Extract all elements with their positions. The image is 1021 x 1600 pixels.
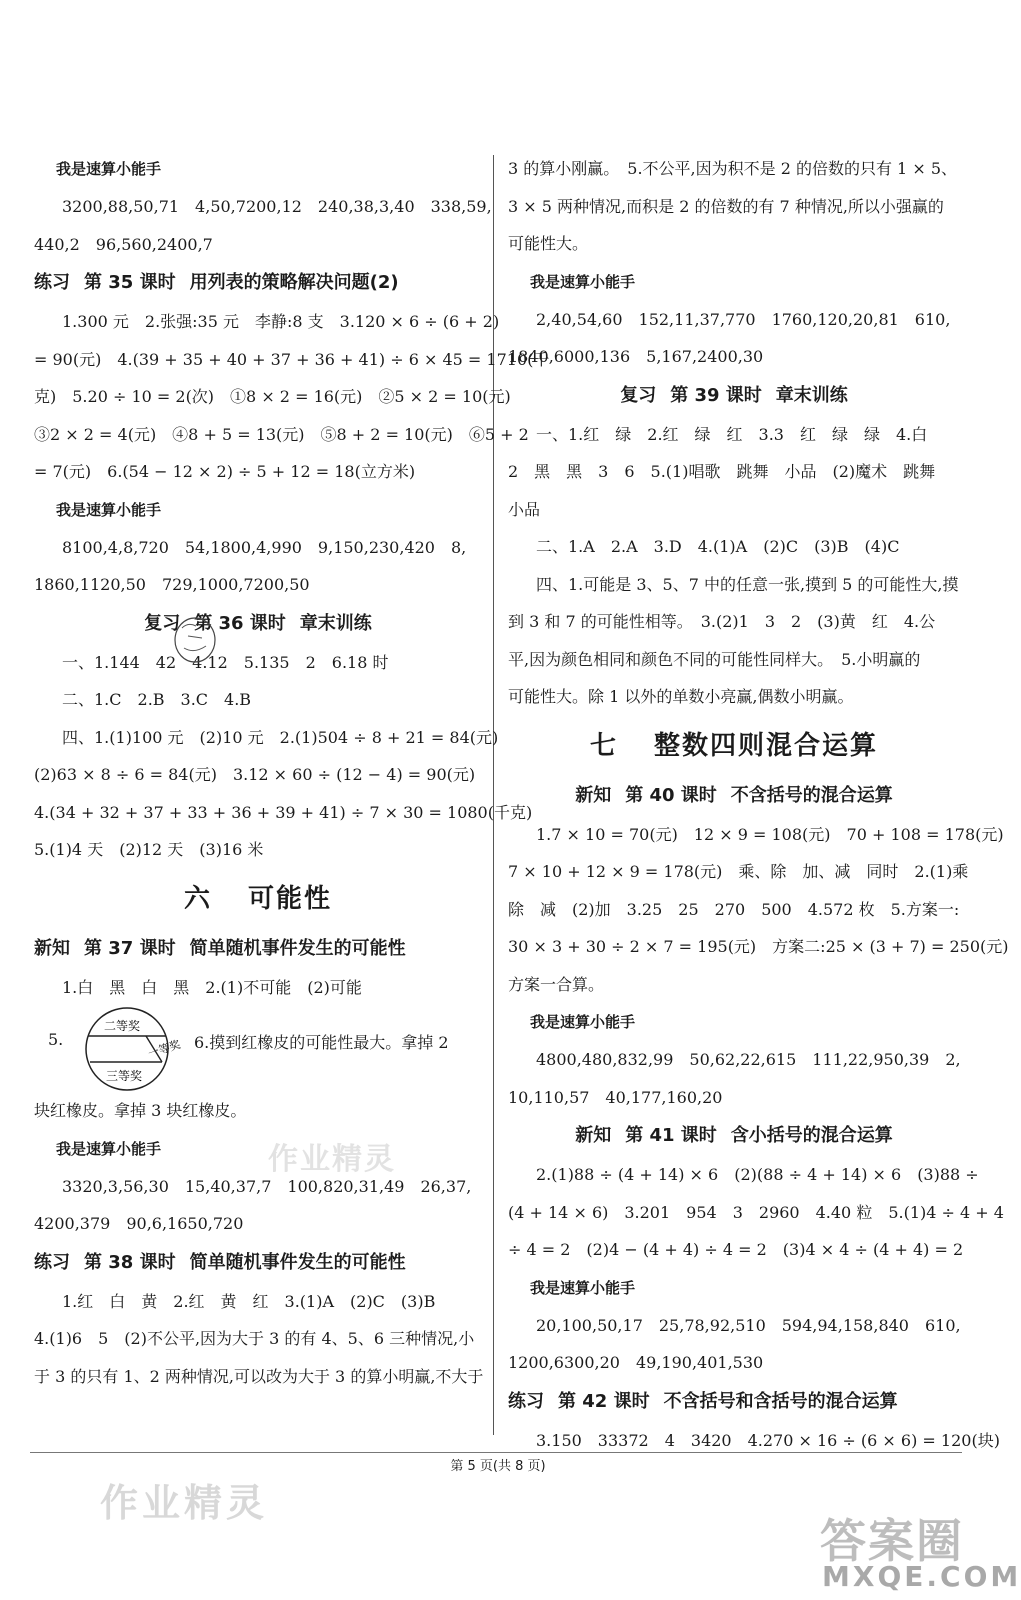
lesson-title: 章末训练 bbox=[775, 384, 848, 406]
text-line: 20,100,50,17 25,78,92,510 594,94,158,840 610, bbox=[536, 1315, 961, 1335]
text-line: 平,因为颜色相同和颜色不同的可能性同样大。 5.小明赢的 bbox=[508, 649, 921, 669]
speed-calc-heading: 我是速算小能手 bbox=[530, 1013, 636, 1031]
lesson-tag: 练习 bbox=[34, 1251, 70, 1273]
stamp-scribble bbox=[182, 624, 206, 650]
lesson-tag: 新知 bbox=[34, 937, 70, 959]
text-line: 3 × 5 两种情况,而积是 2 的倍数的有 7 种情况,所以小强赢的 bbox=[508, 196, 944, 216]
watermark-site: MXQE.COM bbox=[822, 1560, 1021, 1593]
text-line: 2,40,54,60 152,11,37,770 1760,120,20,81 610, bbox=[536, 309, 951, 329]
text-line: 5.(1)4 天 (2)12 天 (3)16 米 bbox=[34, 840, 264, 859]
lesson-number: 第 37 课时 bbox=[84, 937, 176, 959]
text-line: ÷ 4 = 2 (2)4 − (4 + 4) ÷ 4 = 2 (3)4 × 4 ÷ (4 + 4) = 2 bbox=[508, 1240, 964, 1259]
stamp-outline bbox=[175, 618, 215, 662]
lesson-number: 第 42 课时 bbox=[558, 1390, 650, 1412]
text-line: 3.150 33372 4 3420 4.270 × 16 ÷ (6 × 6) = 120(块) bbox=[536, 1430, 1000, 1450]
speed-calc-heading: 我是速算小能手 bbox=[56, 1139, 162, 1158]
wheel-label-second: 二等奖 bbox=[104, 1019, 141, 1033]
page-number: 第 5 页(共 8 页) bbox=[450, 1459, 546, 1474]
text-line: 小品 bbox=[508, 499, 541, 519]
lesson-title: 简单随机事件发生的可能性 bbox=[189, 937, 406, 959]
lesson-heading-37 bbox=[34, 929, 482, 969]
text-line: 7 × 10 + 12 × 9 = 178(元) 乘、除 加、减 同时 2.(1)乘 bbox=[508, 862, 969, 881]
text-line: 于 3 的只有 1、2 两种情况,可以改为大于 3 的算小明赢,不大于 bbox=[34, 1366, 484, 1386]
section-title-6 bbox=[34, 869, 482, 929]
text-line: 一、1.144 42 4.12 5.135 2 6.18 时 bbox=[62, 652, 389, 672]
text-line: 10,110,57 40,177,160,20 bbox=[508, 1087, 723, 1107]
text-line: 二、1.C 2.B 3.C 4.B bbox=[62, 690, 252, 709]
watermark-logo-faint: 作业精灵 bbox=[268, 1142, 396, 1177]
lesson-title: 简单随机事件发生的可能性 bbox=[189, 1251, 406, 1273]
wheel-label-third: 三等奖 bbox=[106, 1069, 143, 1083]
lesson-tag: 复习 bbox=[620, 384, 657, 406]
text-line: 1.7 × 10 = 70(元) 12 × 9 = 108(元) 70 + 108 = 178(元) bbox=[536, 824, 1004, 844]
text-line: 可能性大。除 1 以外的单数小亮赢,偶数小明赢。 bbox=[508, 687, 854, 706]
text-line: 4800,480,832,99 50,62,22,615 111,22,950,39 2, bbox=[536, 1050, 961, 1069]
text-line: 方案一合算。 bbox=[508, 974, 605, 994]
text-line: 一、1.红 绿 2.红 绿 红 3.3 红 绿 绿 4.白 bbox=[536, 424, 928, 444]
lesson-title: 章末训练 bbox=[299, 612, 372, 634]
lesson-heading-42 bbox=[508, 1382, 960, 1422]
text-line: 1.白 黑 白 黑 2.(1)不可能 (2)可能 bbox=[62, 977, 362, 997]
prize-wheel-row bbox=[34, 1006, 482, 1092]
text-line: 2 黑 黑 3 6 5.(1)唱歌 跳舞 小品 (2)魔术 跳舞 bbox=[508, 462, 936, 481]
text-line: 1200,6300,20 49,190,401,530 bbox=[508, 1353, 764, 1372]
text-line: (4 + 14 × 6) 3.201 954 3 2960 4.40 粒 5.(1)4 ÷ 4 + 4 bbox=[508, 1202, 1004, 1222]
lesson-number: 第 41 课时 bbox=[625, 1125, 717, 1146]
lesson-number: 第 40 课时 bbox=[625, 784, 717, 806]
footer-rule bbox=[30, 1452, 962, 1453]
text-line: 四、1.(1)100 元 (2)10 元 2.(1)504 ÷ 8 + 21 = 84(元) bbox=[62, 727, 499, 747]
text-line: = 90(元) 4.(39 + 35 + 40 + 37 + 36 + 41) ÷ 6 × 45 = 1710(千 bbox=[34, 349, 550, 369]
lesson-tag: 练习 bbox=[508, 1390, 544, 1412]
lesson-tag: 新知 bbox=[575, 1125, 612, 1146]
text-line: 可能性大。 bbox=[508, 234, 589, 253]
text-line: 除 减 (2)加 3.25 25 270 500 4.572 枚 5.方案一: bbox=[508, 899, 960, 919]
text-line: 1860,1120,50 729,1000,7200,50 bbox=[34, 575, 310, 594]
column-divider bbox=[493, 155, 494, 1435]
text-line: 3200,88,50,71 4,50,7200,12 240,38,3,40 338,59, bbox=[62, 197, 492, 216]
lesson-title: 不含括号和含括号的混合运算 bbox=[663, 1390, 898, 1412]
lesson-number: 第 38 课时 bbox=[84, 1251, 176, 1273]
lesson-number: 第 36 课时 bbox=[194, 612, 286, 634]
text-line: 克) 5.20 ÷ 10 = 2(次) ①8 × 2 = 16(元) ②5 × 2 = 10(元) bbox=[34, 387, 511, 406]
section-number: 六 bbox=[183, 883, 212, 914]
text-line: 4.(1)6 5 (2)不公平,因为大于 3 的有 4、5、6 三种情况,小 bbox=[34, 1329, 475, 1348]
watermark-logo: 作业精灵 bbox=[100, 1481, 269, 1525]
section-title-7 bbox=[508, 716, 960, 776]
lesson-heading-41 bbox=[508, 1116, 960, 1156]
text-line: 8100,4,8,720 54,1800,4,990 9,150,230,420 8, bbox=[62, 537, 467, 557]
lesson-title: 含小括号的混合运算 bbox=[730, 1125, 893, 1146]
prize-wheel-diagram bbox=[62, 1006, 192, 1092]
lesson-heading-38 bbox=[34, 1243, 482, 1283]
text-line: 1.红 白 黄 2.红 黄 红 3.(1)A (2)C (3)B bbox=[62, 1291, 436, 1311]
question-number: 5. bbox=[48, 1030, 64, 1049]
lesson-tag: 新知 bbox=[575, 784, 612, 806]
text-line: 1.300 元 2.张强:35 元 李静:8 支 3.120 × 6 ÷ (6 + 2) bbox=[62, 312, 500, 331]
text-line: 4.(34 + 32 + 37 + 33 + 36 + 39 + 41) ÷ 7 × 30 = 1080(千克) bbox=[34, 802, 533, 822]
lesson-title: 不含括号的混合运算 bbox=[730, 784, 893, 806]
text-line: 3 的算小刚赢。 5.不公平,因为积不是 2 的倍数的只有 1 × 5、 bbox=[508, 159, 957, 178]
lesson-number: 第 35 课时 bbox=[84, 272, 176, 293]
watermark-answer-circle: 答案圈 bbox=[820, 1514, 964, 1568]
lesson-heading-36 bbox=[34, 604, 482, 644]
speed-calc-heading: 我是速算小能手 bbox=[530, 1278, 636, 1297]
section-number: 七 bbox=[589, 730, 618, 761]
section-name: 可能性 bbox=[248, 883, 333, 914]
lesson-heading-40 bbox=[508, 776, 960, 816]
lesson-title: 用列表的策略解决问题(2) bbox=[189, 272, 399, 293]
wheel-label-first: 一等奖 bbox=[146, 1037, 182, 1061]
lesson-heading-39 bbox=[508, 376, 960, 416]
lesson-number: 第 39 课时 bbox=[670, 384, 762, 406]
right-column bbox=[508, 150, 1009, 1459]
text-line: 二、1.A 2.A 3.D 4.(1)A (2)C (3)B (4)C bbox=[536, 537, 900, 556]
text-line: 6.摸到红橡皮的可能性最大。拿掉 2 bbox=[194, 1033, 449, 1052]
speed-calc-heading: 我是速算小能手 bbox=[530, 272, 636, 291]
speed-calc-heading: 我是速算小能手 bbox=[56, 500, 162, 519]
section-name: 整数四则混合运算 bbox=[654, 730, 879, 761]
lesson-tag: 复习 bbox=[144, 612, 181, 634]
text-line: 440,2 96,560,2400,7 bbox=[34, 234, 213, 254]
text-line: 1840,6000,136 5,167,2400,30 bbox=[508, 347, 764, 366]
speed-calc-heading: 我是速算小能手 bbox=[56, 160, 162, 178]
text-line: 四、1.可能是 3、5、7 中的任意一张,摸到 5 的可能性大,摸 bbox=[536, 574, 959, 594]
text-line: ③2 × 2 = 4(元) ④8 + 5 = 13(元) ⑤8 + 2 = 10(元) ⑥5 + 2 bbox=[34, 424, 529, 444]
text-line: 4200,379 90,6,1650,720 bbox=[34, 1214, 244, 1233]
text-line: 2.(1)88 ÷ (4 + 14) × 6 (2)(88 ÷ 4 + 14) × 6 (3)88 ÷ bbox=[536, 1165, 979, 1184]
text-line: 3320,3,56,30 15,40,37,7 100,820,31,49 26,37, bbox=[62, 1176, 472, 1196]
text-line: 块红橡皮。拿掉 3 块红橡皮。 bbox=[34, 1101, 247, 1120]
handwritten-stamp-mark bbox=[172, 614, 218, 664]
text-line: 30 × 3 + 30 ÷ 2 × 7 = 195(元) 方案二:25 × (3 + 7) = 250(元) bbox=[508, 937, 1009, 956]
text-line: (2)63 × 8 ÷ 6 = 84(元) 3.12 × 60 ÷ (12 − 4) = 90(元) bbox=[34, 765, 476, 784]
text-line: 到 3 和 7 的可能性相等。 3.(2)1 3 2 (3)黄 红 4.公 bbox=[508, 612, 936, 631]
lesson-tag: 练习 bbox=[34, 272, 70, 293]
text-line: = 7(元) 6.(54 − 12 × 2) ÷ 5 + 12 = 18(立方米) bbox=[34, 462, 416, 481]
lesson-heading-35 bbox=[34, 263, 482, 303]
